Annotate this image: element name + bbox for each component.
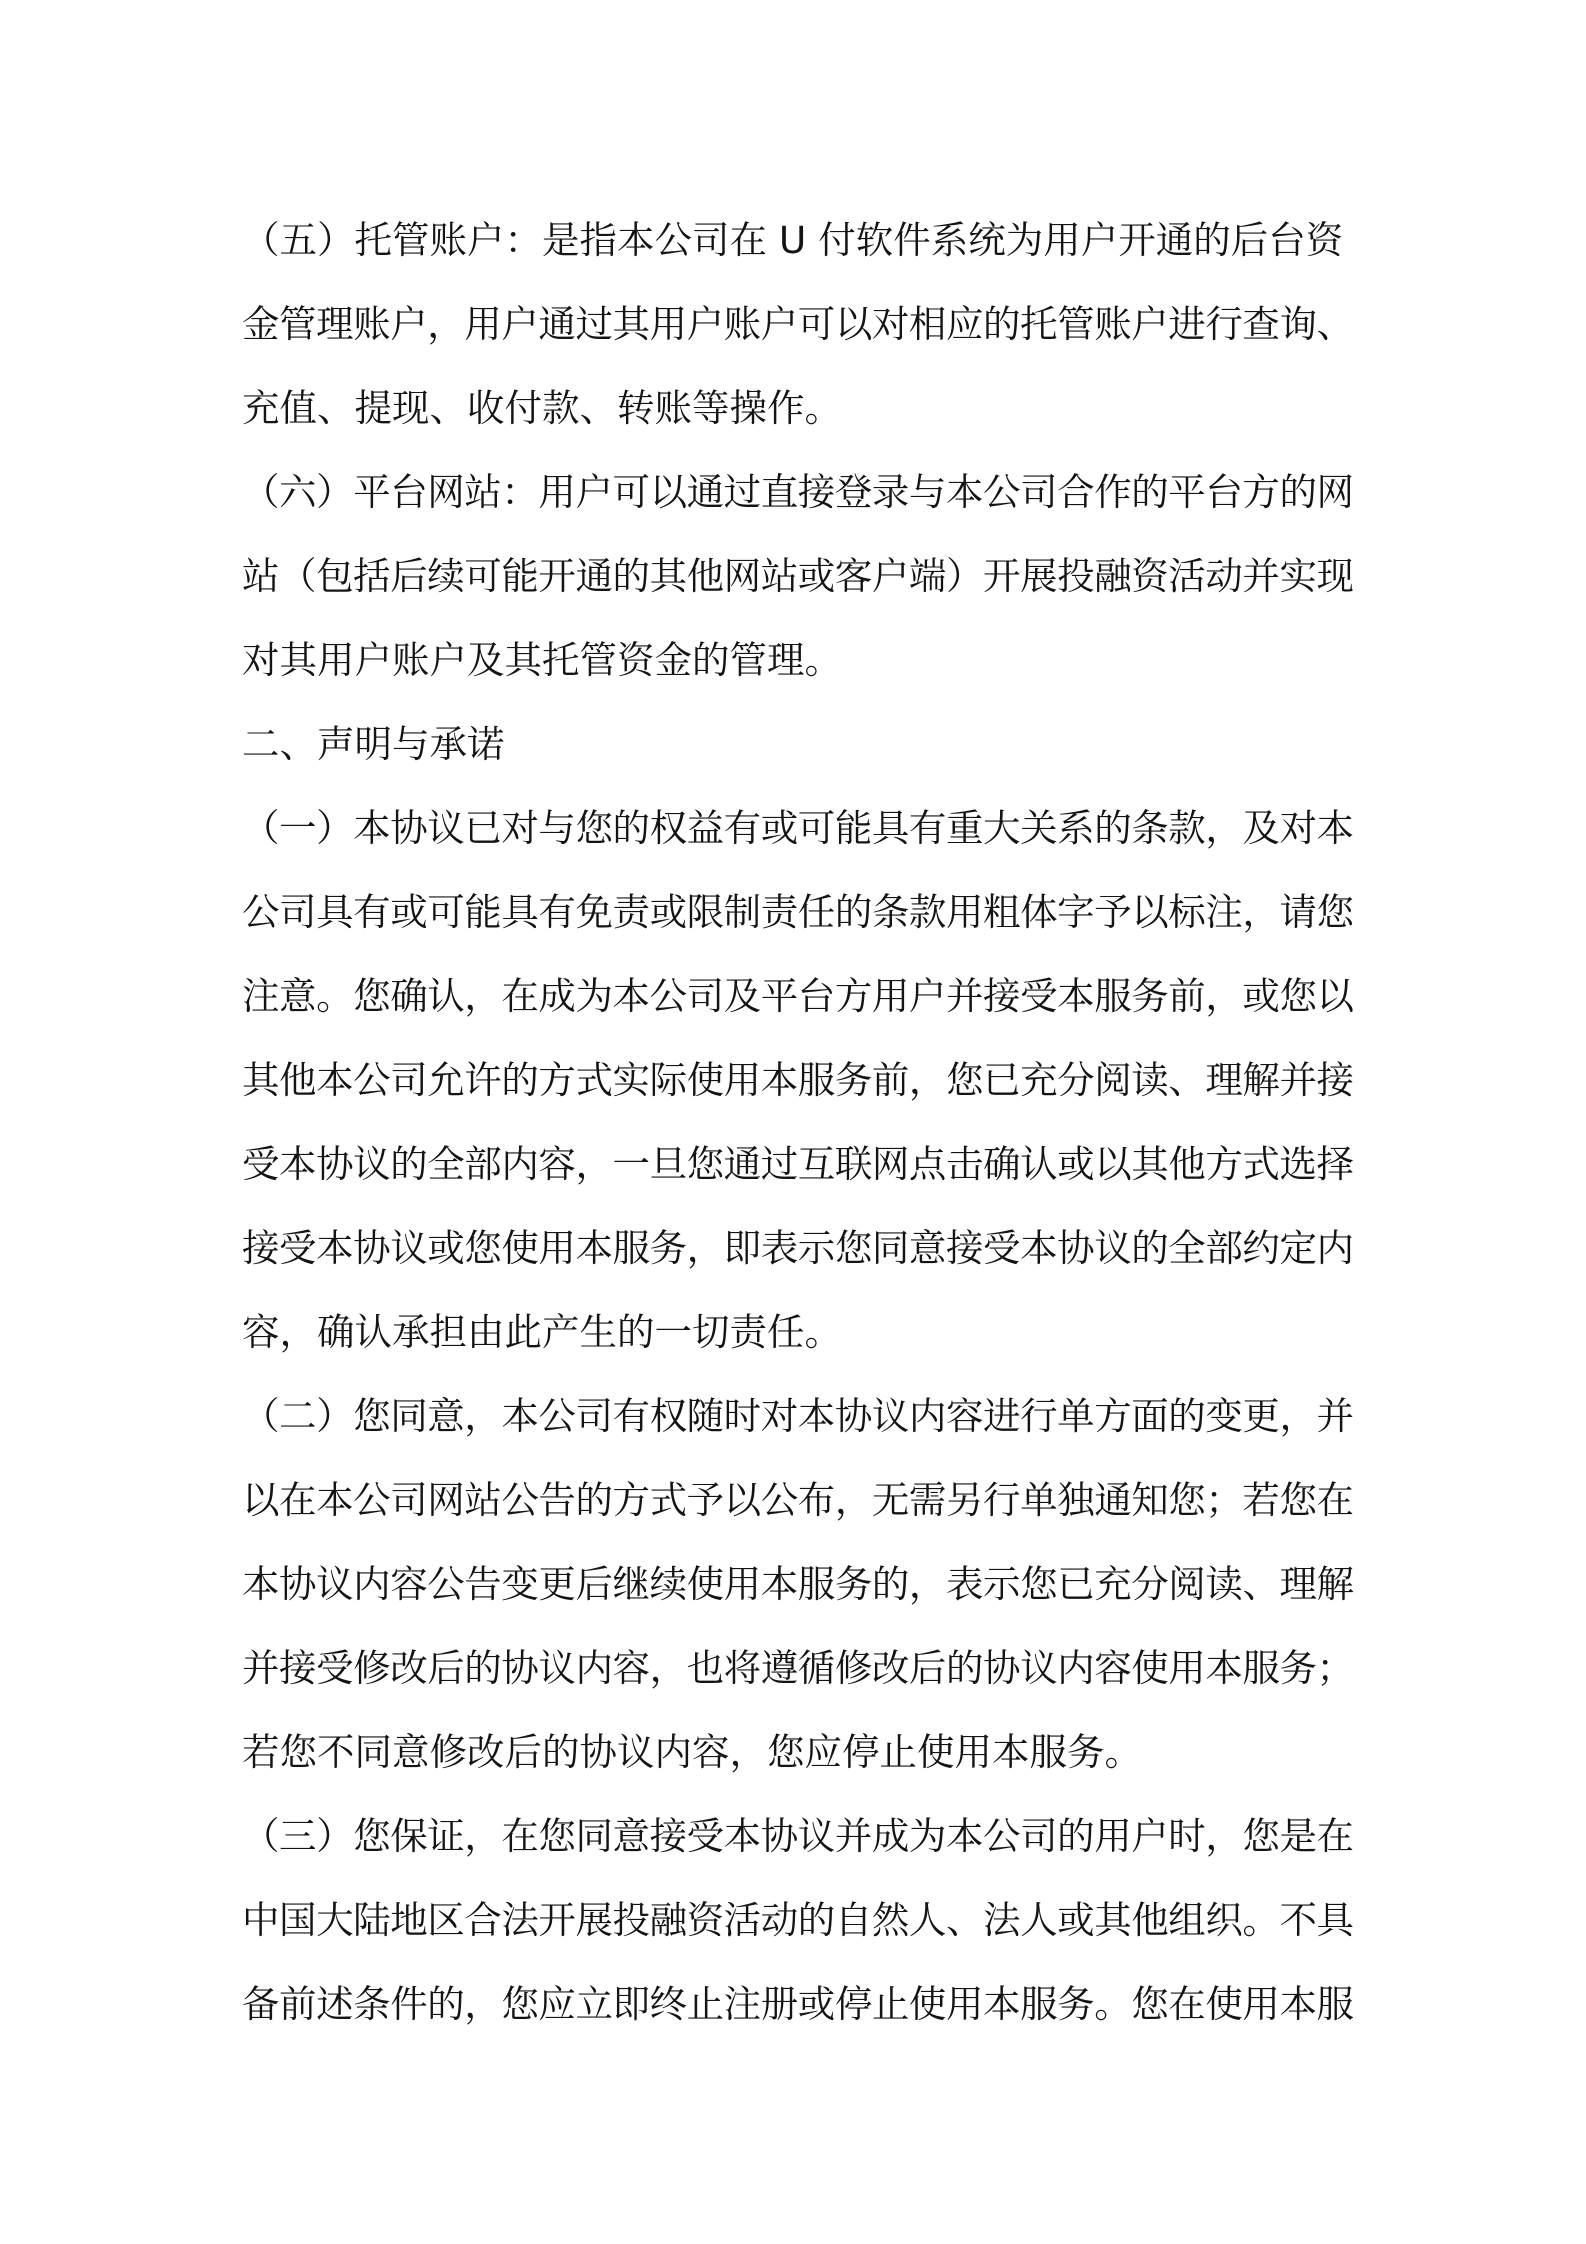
text-line: （五）托管账户：是指本公司在 U 付软件系统为用户开通的后台资 (242, 218, 1344, 262)
text-line: 充值、提现、收付款、转账等操作。 (242, 386, 842, 430)
text-line: 本协议内容公告变更后继续使用本服务的，表示您已充分阅读、理解 (242, 1562, 1354, 1606)
text-line: 接受本协议或您使用本服务，即表示您同意接受本协议的全部约定内 (242, 1226, 1354, 1270)
text-line: 中国大陆地区合法开展投融资活动的自然人、法人或其他组织。不具 (242, 1898, 1354, 1942)
section-heading: 二、声明与承诺 (242, 722, 505, 766)
text-line: 若您不同意修改后的协议内容，您应停止使用本服务。 (242, 1730, 1142, 1774)
text-line: 注意。您确认，在成为本公司及平台方用户并接受本服务前，或您以 (242, 974, 1354, 1018)
text-line: （二）您同意，本公司有权随时对本协议内容进行单方面的变更，并 (242, 1394, 1354, 1438)
text-line: 其他本公司允许的方式实际使用本服务前，您已充分阅读、理解并接 (242, 1058, 1354, 1102)
text-line: （一）本协议已对与您的权益有或可能具有重大关系的条款，及对本 (242, 806, 1354, 850)
text-line: 受本协议的全部内容，一旦您通过互联网点击确认或以其他方式选择 (242, 1142, 1354, 1186)
text-line: 并接受修改后的协议内容，也将遵循修改后的协议内容使用本服务； (242, 1646, 1354, 1690)
text-line: 备前述条件的，您应立即终止注册或停止使用本服务。您在使用本服 (242, 1982, 1354, 2026)
text-line: 对其用户账户及其托管资金的管理。 (242, 638, 842, 682)
text-line: （六）平台网站：用户可以通过直接登录与本公司合作的平台方的网 (242, 470, 1354, 514)
text-line: （三）您保证，在您同意接受本协议并成为本公司的用户时，您是在 (242, 1814, 1354, 1858)
text-line: 以在本公司网站公告的方式予以公布，无需另行单独通知您；若您在 (242, 1478, 1354, 1522)
text-line: 站（包括后续可能开通的其他网站或客户端）开展投融资活动并实现 (242, 554, 1354, 598)
document-body (242, 198, 1354, 2046)
text-line: 容，确认承担由此产生的一切责任。 (242, 1310, 842, 1354)
text-line: 金管理账户，用户通过其用户账户可以对相应的托管账户进行查询、 (242, 302, 1354, 346)
text-line: 公司具有或可能具有免责或限制责任的条款用粗体字予以标注，请您 (242, 890, 1354, 934)
